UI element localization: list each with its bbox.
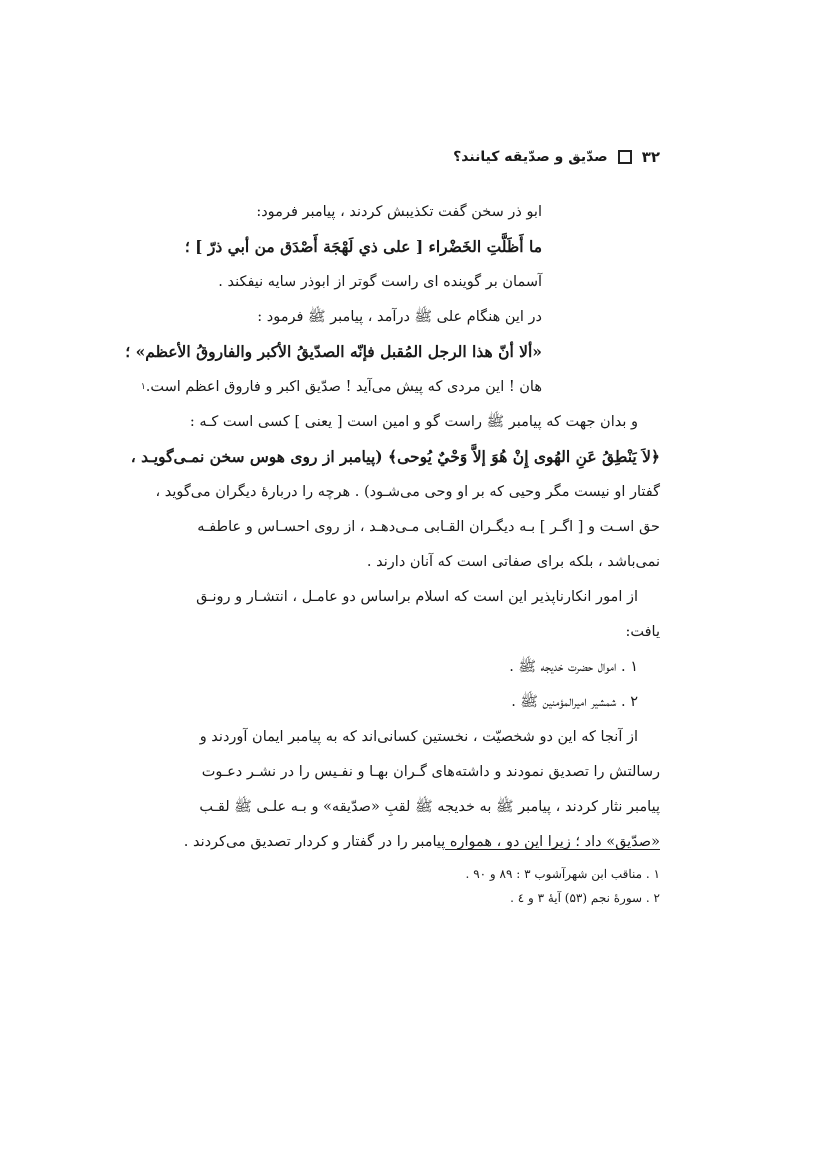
quran-verse-line: ﴿لاَ يَنْطِقُ عَنِ الهُوى إِنْ هُوَ إلاَّ وَحْيٌ يُوحى﴾ (پیامبر از روی هوس سخن نمـی‌گویـد ،	[130, 446, 660, 466]
footnote: ۱ . مناقب ابن شهرآشوب ۳ : ۸۹ و ۹۰ .	[465, 867, 660, 881]
text-line: رسالتش را تصدیق نمودند و داشته‌های گـران بهـا و نفـیس را در نشـر دعـوت	[201, 763, 660, 780]
text-line: نمی‌باشد ، بلکه برای صفاتی است که آنان دارند .	[366, 553, 660, 570]
text-line: یافت:	[625, 623, 660, 640]
text-line: در این هنگام علی ﷺ درآمد ، پیامبر ﷺ فرمود :	[257, 308, 542, 325]
footnotes	[466, 862, 660, 910]
text-line: «صدّیق» داد ؛ زیرا این دو ، همواره پیامبر را در گفتار و کردار تصدیق می‌کردند .	[183, 833, 660, 850]
book-page	[125, 140, 660, 905]
text-line: و بدان جهت که پیامبر ﷺ راست گو و امین است [ یعنی ] کسی است کـه :	[189, 413, 638, 430]
text-line: از امور انکارناپذیر این است که اسلام براساس دو عامـل ، انتشـار و رونـق	[196, 588, 638, 605]
text-line-with-footnote	[140, 369, 660, 404]
square-ornament-icon	[618, 150, 632, 164]
list-item: ۲ . شمشیر امیرالمؤمنین ﷺ .	[511, 693, 638, 710]
list-item: ۱ . اموال حضرت خدیجه ﷺ .	[509, 658, 638, 675]
chapter-title: صدّیق و صدّیقه کیانند؟	[453, 149, 608, 165]
arabic-hadith-line: ما أَظَلَّتِ الخَضْراء [ على ذي لَهْجَة أَصْدَق من أبي ذرّ ] ؛	[184, 236, 542, 256]
running-header	[170, 140, 660, 174]
text-line: از آنجا که این دو شخصیّت ، نخستین کسانی‌اند که به پیامبر ایمان آوردند و	[199, 728, 638, 745]
page-number: ۳۲	[641, 148, 660, 166]
text-line: آسمان بر گوینده ای راست گوتر از ابوذر سایه نیفکند .	[218, 273, 542, 290]
text-line: حق اسـت و [ اگـر ] بـه دیگـران القـابی مـی‌دهـد ، از روی احسـاس و عاطفـه	[197, 518, 660, 535]
text-line: پیامبر نثار کردند ، پیامبر ﷺ به خدیجه ﷺ لقبِ «صدّیقه» و بـه علـی ﷺ لقـب	[199, 798, 660, 815]
text-line: ابو ذر سخن گفت تکذیبش کردند ، پیامبر فرمود:	[256, 203, 542, 220]
footnote: ۲ . سورۀ نجم (۵۳) آیۀ ۳ و ٤ .	[510, 891, 660, 905]
footnote-marker: ۱	[140, 381, 146, 392]
text-line: هان ! این مردی که پیش می‌آید ! صدّیق اکبر و فاروق اعظم است.	[145, 378, 542, 395]
arabic-hadith-line: «ألا أنّ هذا الرجل المُقبل فإنّه الصدّيقُ الأكبر والفاروقُ الأعظم» ؛	[125, 341, 542, 361]
footnote-divider	[445, 849, 660, 850]
text-line: گفتار او نیست مگر وحیی که بر او وحی می‌شـود) . هرچه را دربارۀ دیگران می‌گوید ،	[155, 483, 660, 500]
